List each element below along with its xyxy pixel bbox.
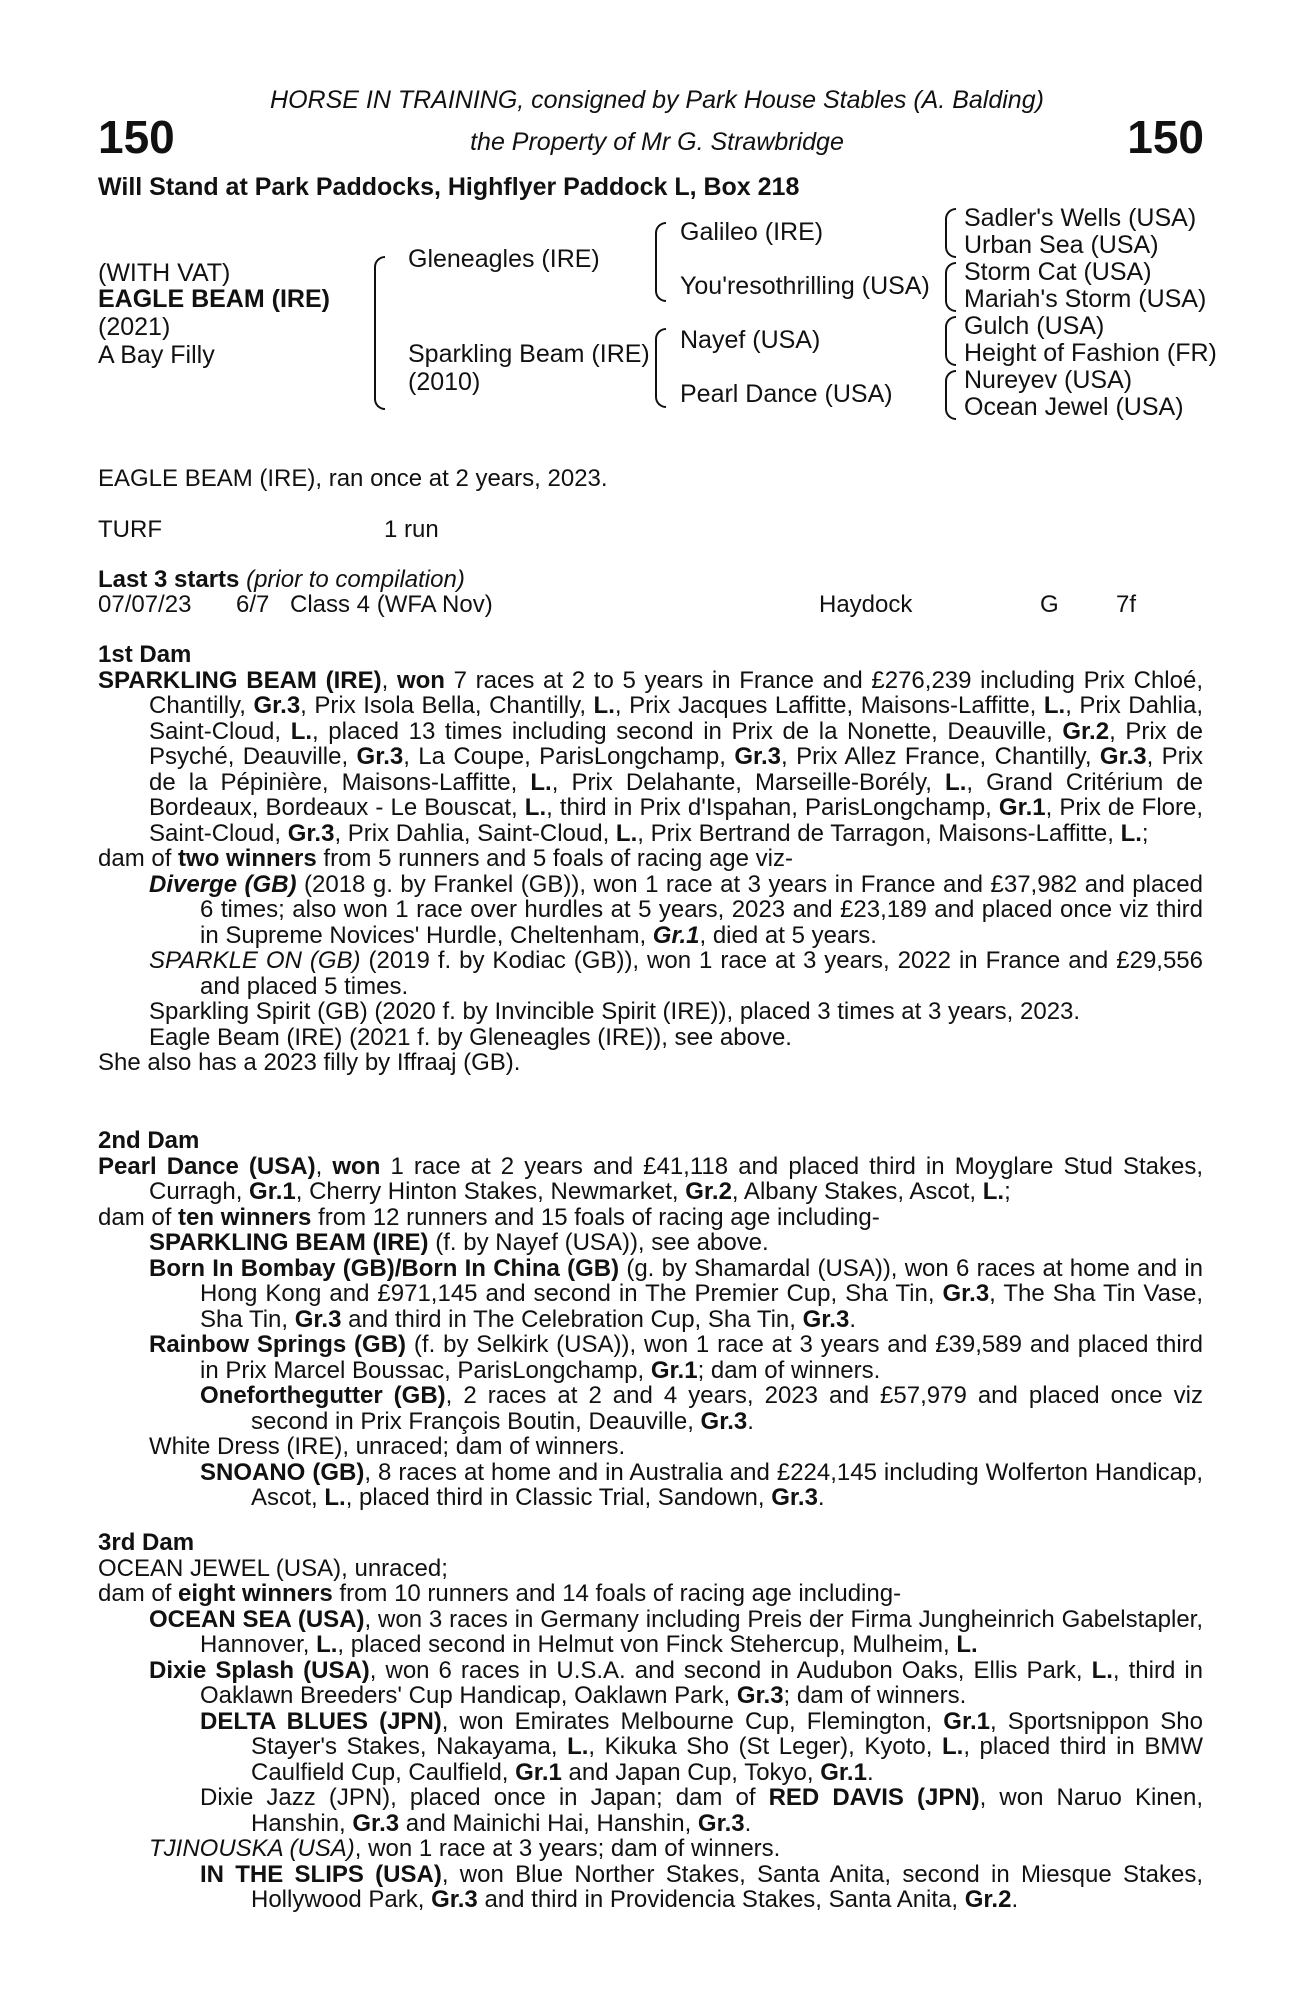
third-dam-heading: 3rd Dam: [98, 1529, 195, 1556]
foal-year: (2021): [98, 313, 171, 341]
first-dam-heading: 1st Dam: [98, 641, 192, 668]
start-distance: 7f: [1116, 591, 1137, 618]
start-course: Haydock: [819, 591, 913, 618]
grand-produce-item: DELTA BLUES (JPN), won Emirates Melbourne Cup, Flemington, Gr.1, Sportsnippon Sho Stayer's Stakes, Nakayama, L., Kikuka Sho (St Leger), Kyoto, L., placed third in BMW Caulfield Cup, Caulfield, Gr.1 and Japan Cup, Tokyo, Gr.1.: [200, 1707, 1203, 1786]
second-dam-produce-summary: dam of ten winners from 12 runners and 15 foals of racing age including-: [98, 1203, 880, 1231]
gen3-brace-4: [945, 370, 956, 420]
turf-runs: 1 run: [384, 516, 439, 543]
dam-dam: Pearl Dance (USA): [680, 380, 893, 408]
dam-name: Sparkling Beam (IRE): [408, 340, 650, 368]
grand-produce-item: IN THE SLIPS (USA), won Blue Norther Stakes, Santa Anita, second in Miesque Stakes, Hollywood Park, Gr.3 and third in Providencia Stakes, Santa Anita, Gr.2.: [200, 1860, 1203, 1913]
property-line: the Property of Mr G. Strawbridge: [470, 128, 844, 156]
stand-location: Will Stand at Park Paddocks, Highflyer Paddock L, Box 218: [98, 173, 800, 201]
produce-item: SPARKLE ON (GB) (2019 f. by Kodiac (GB)), won 1 race at 3 years, 2022 in France and £29,556 and placed 5 times.: [149, 947, 1203, 1000]
produce-item: Dixie Splash (USA), won 6 races in U.S.A. and second in Audubon Oaks, Ellis Park, L., third in Oaklawn Breeders' Cup Handicap, Oaklawn Park, Gr.3; dam of winners.: [149, 1656, 1204, 1709]
lot-number-left: 150: [98, 111, 175, 163]
dd-dam: Ocean Jewel (USA): [964, 393, 1184, 421]
third-dam-record: OCEAN JEWEL (USA), unraced;: [98, 1554, 448, 1582]
ss-sire: Sadler's Wells (USA): [964, 204, 1197, 232]
produce-item: Eagle Beam (IRE) (2021 f. by Gleneagles (IRE)), see above.: [149, 1023, 792, 1051]
sd-dam: Mariah's Storm (USA): [964, 285, 1207, 313]
third-dam-section: [98, 1530, 1203, 1913]
start-date: 07/07/23: [98, 591, 192, 618]
ds-sire: Gulch (USA): [964, 312, 1105, 340]
produce-item: Born In Bombay (GB)/Born In China (GB) (g. by Shamardal (USA)), won 6 races at home and in Hong Kong and £971,145 and second in The Premier Cup, Sha Tin, Gr.3, The Sha Tin Vase, Sha Tin, Gr.3 and third in The Celebration Cup, Sha Tin, Gr.3.: [149, 1254, 1204, 1333]
start-going: G: [1040, 591, 1059, 618]
produce-item: White Dress (IRE), unraced; dam of winners.: [149, 1433, 626, 1460]
third-dam-produce-summary: dam of eight winners from 10 runners and 14 foals of racing age including-: [98, 1580, 902, 1607]
second-dam-heading: 2nd Dam: [98, 1127, 200, 1154]
dam-brace: [655, 328, 666, 408]
produce-item: TJINOUSKA (USA), won 1 race at 3 years; dam of winners.: [149, 1835, 781, 1862]
second-dam-record: Pearl Dance (USA), won 1 race at 2 years and £41,118 and placed third in Moyglare Stud Stakes, Curragh, Gr.1, Cherry Hinton Stakes, Newmarket, Gr.2, Albany Stakes, Ascot, L.;: [98, 1152, 1203, 1205]
grand-produce-item: Dixie Jazz (JPN), placed once in Japan; dam of RED DAVIS (JPN), won Naruo Kinen, Hanshin, Gr.3 and Mainichi Hai, Hanshin, Gr.3.: [200, 1784, 1204, 1837]
turf-label: TURF: [98, 516, 162, 543]
first-dam-section: [98, 642, 1203, 1076]
sire-sire: Galileo (IRE): [680, 218, 824, 246]
grand-produce-item: SNOANO (GB), 8 races at home and in Australia and £224,145 including Wolferton Handicap, Ascot, L., placed third in Classic Trial, Sandown, Gr.3.: [200, 1458, 1203, 1511]
produce-item: Diverge (GB) (2018 g. by Frankel (GB)), won 1 race at 3 years in France and £37,982 and placed 6 times; also won 1 race over hurdles at 5 years, 2023 and £23,189 and placed once viz third in Supreme Novices' Hurdle, Cheltenham, Gr.1, died at 5 years.: [149, 870, 1204, 949]
horse-name: EAGLE BEAM (IRE): [98, 285, 330, 313]
sire-dam: You'resothrilling (USA): [680, 272, 930, 300]
second-dam-section: [98, 1128, 1203, 1511]
first-dam-record: SPARKLING BEAM (IRE), won 7 races at 2 to 5 years in France and £276,239 including Prix Chloé, Chantilly, Gr.3, Prix Isola Bella, Chantilly, L., Prix Jacques Laffitte, Maisons-Laffitte, L., Prix Dahlia, Saint-Cloud, L., placed 13 times including second in Prix de la Nonette, Deauville, Gr.2, Prix de Psyché, Deauville, Gr.3, La Coupe, ParisLongchamp, Gr.3, Prix Allez France, Chantilly, Gr.3, Prix de la Pépinière, Maisons-Laffitte, L., Prix Delahante, Marseille-Borély, L., Grand Critérium de Bordeaux, Bordeaux - Le Bouscat, L., third in Prix d'Ispahan, ParisLongchamp, Gr.1, Prix de Flore, Saint-Cloud, Gr.3, Prix Dahlia, Saint-Cloud, L., Prix Bertrand de Tarragon, Maisons-Laffitte, L.;: [98, 666, 1204, 847]
sire-brace: [655, 222, 666, 302]
sd-sire: Storm Cat (USA): [964, 258, 1152, 286]
produce-item: Sparkling Spirit (GB) (2020 f. by Invincible Spirit (IRE)), placed 3 times at 3 years, 2023.: [149, 998, 1081, 1025]
first-dam-produce-summary: dam of two winners from 5 runners and 5 foals of racing age viz-: [98, 845, 793, 872]
produce-note: She also has a 2023 filly by Iffraaj (GB).: [98, 1049, 521, 1076]
horse-description: A Bay Filly: [98, 341, 215, 369]
produce-item: Rainbow Springs (GB) (f. by Selkirk (USA)), won 1 race at 3 years and £39,589 and placed third in Prix Marcel Boussac, ParisLongchamp, Gr.1; dam of winners.: [149, 1331, 1203, 1384]
consignor-line: HORSE IN TRAINING, consigned by Park House Stables (A. Balding): [270, 86, 1044, 114]
pedigree-brace: [374, 256, 385, 410]
dam-sire: Nayef (USA): [680, 326, 821, 354]
produce-item: SPARKLING BEAM (IRE) (f. by Nayef (USA)), see above.: [149, 1229, 769, 1256]
dam-year: (2010): [408, 368, 481, 396]
produce-item: OCEAN SEA (USA), won 3 races in Germany including Preis der Firma Jungheinrich Gabelstapler, Hannover, L., placed second in Helmut von Finck Stehercup, Mulheim, L.: [149, 1605, 1204, 1658]
gen3-brace-3: [945, 316, 956, 366]
start-position: 6/7: [236, 591, 270, 618]
ds-dam: Height of Fashion (FR): [964, 339, 1217, 367]
ss-dam: Urban Sea (USA): [964, 231, 1159, 259]
vat-note: (WITH VAT): [98, 259, 231, 287]
grand-produce-item: Oneforthegutter (GB), 2 races at 2 and 4 years, 2023 and £57,979 and placed once viz second in Prix François Boutin, Deauville, Gr.3.: [200, 1382, 1204, 1435]
last-starts-heading: Last 3 starts (prior to compilation): [98, 566, 465, 593]
dd-sire: Nureyev (USA): [964, 366, 1133, 394]
gen3-brace-1: [945, 208, 956, 258]
start-race: Class 4 (WFA Nov): [290, 591, 493, 618]
gen3-brace-2: [945, 262, 956, 312]
lot-number-right: 150: [1127, 111, 1204, 163]
race-summary: EAGLE BEAM (IRE), ran once at 2 years, 2023.: [98, 465, 608, 492]
sire-name: Gleneagles (IRE): [408, 245, 600, 273]
